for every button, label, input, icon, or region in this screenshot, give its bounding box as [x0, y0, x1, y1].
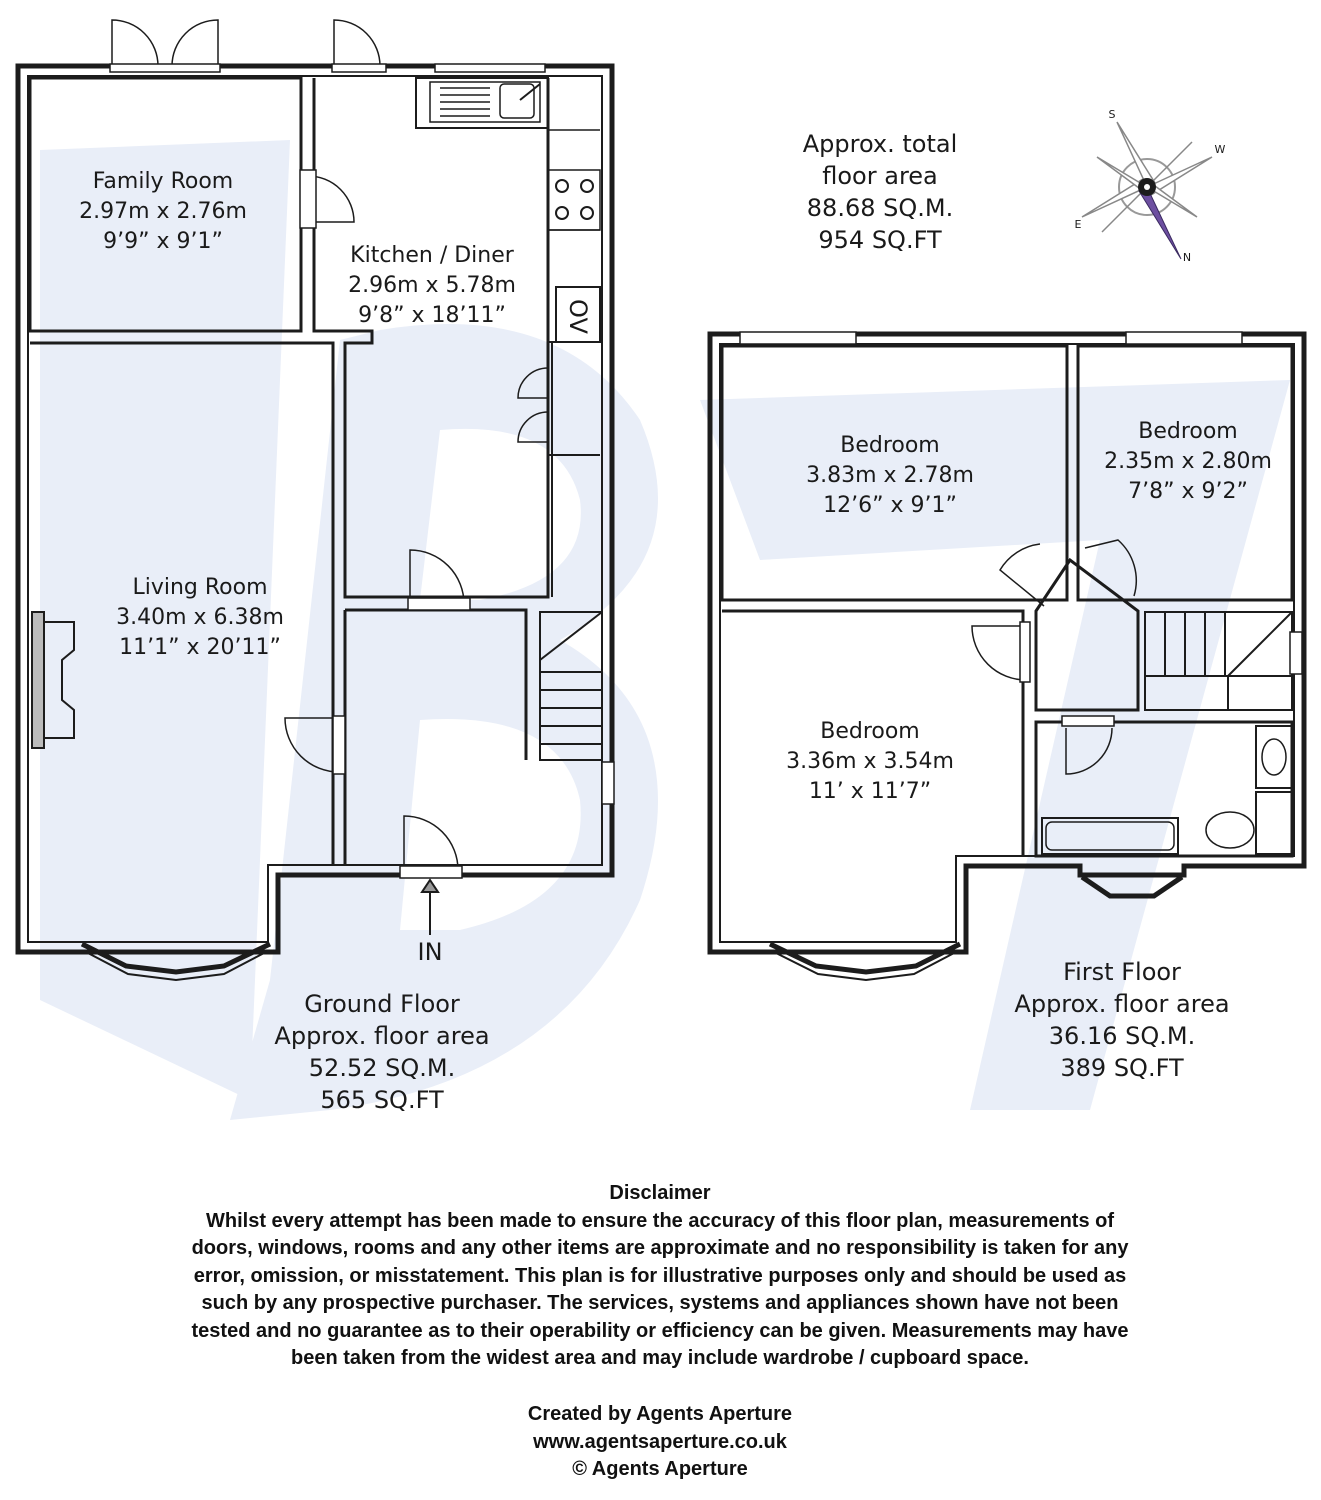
ground-floor-area: Ground Floor Approx. floor area 52.52 SQ.M. 565 SQ.FT: [274, 990, 490, 1114]
disclaimer-line: Whilst every attempt has been made to ensure the accuracy of this floor plan, measurements of: [205, 1209, 1115, 1232]
toilet: [1256, 792, 1292, 854]
fireplace: [32, 612, 44, 748]
credits: [360, 1401, 960, 1484]
compass-label-w: W: [1214, 143, 1226, 156]
disclaimer-line: such by any prospective purchaser. The services, systems and appliances shown have not been: [201, 1292, 1119, 1314]
disclaimer-line: error, omission, or misstatement. This plan is for illustrative purposes only and should be used as: [193, 1264, 1127, 1287]
room-label-kitchen-diner: Kitchen / Diner 2.96m x 5.78m 9’8” x 18’11”: [348, 243, 516, 328]
oven-label: OV: [564, 299, 592, 334]
disclaimer-line: doors, windows, rooms and any other items are approximate and no responsibility is taken for any: [191, 1237, 1129, 1259]
copyright: © Agents Aperture: [572, 1458, 748, 1480]
compass-label-e: E: [1074, 218, 1082, 231]
hob: [548, 170, 600, 230]
disclaimer-heading: Disclaimer: [609, 1182, 711, 1204]
room-label-family-room: Family Room 2.97m x 2.76m 9’9” x 9’1”: [79, 169, 247, 254]
kitchen-sink: [500, 84, 534, 118]
room-label-living-room: Living Room 3.40m x 6.38m 11’1” x 20’11”: [116, 575, 284, 660]
compass-label-s: S: [1108, 108, 1116, 121]
created-by: Created by Agents Aperture: [527, 1403, 793, 1425]
disclaimer: [60, 1180, 1260, 1373]
disclaimer-line: been taken from the widest area and may include wardrobe / cupboard space.: [291, 1347, 1029, 1369]
entrance-label: IN: [417, 938, 443, 966]
first-floor-area: First Floor Approx. floor area 36.16 SQ.M. 389 SQ.FT: [1014, 958, 1230, 1082]
first-floor-bay-window: [770, 944, 960, 972]
kitchen-worktop: [416, 78, 548, 128]
compass-label-n: N: [1182, 251, 1192, 264]
room-label-bedroom-1: Bedroom 3.83m x 2.78m 12’6” x 9’1”: [806, 433, 974, 518]
compass-rose-icon: [1082, 122, 1212, 259]
disclaimer-line: tested and no guarantee as to their operability or efficiency can be given. Measurements may have: [191, 1319, 1129, 1342]
website-link[interactable]: www.agentsaperture.co.uk: [533, 1430, 787, 1453]
total-floor-area: Approx. total floor area 88.68 SQ.M. 954 SQ.FT: [802, 130, 958, 254]
room-label-bedroom-3: Bedroom 3.36m x 3.54m 11’ x 11’7”: [786, 719, 954, 804]
compass-north-needle: [1139, 187, 1181, 259]
room-label-bedroom-2: Bedroom 2.35m x 2.80m 7’8” x 9’2”: [1104, 419, 1272, 504]
